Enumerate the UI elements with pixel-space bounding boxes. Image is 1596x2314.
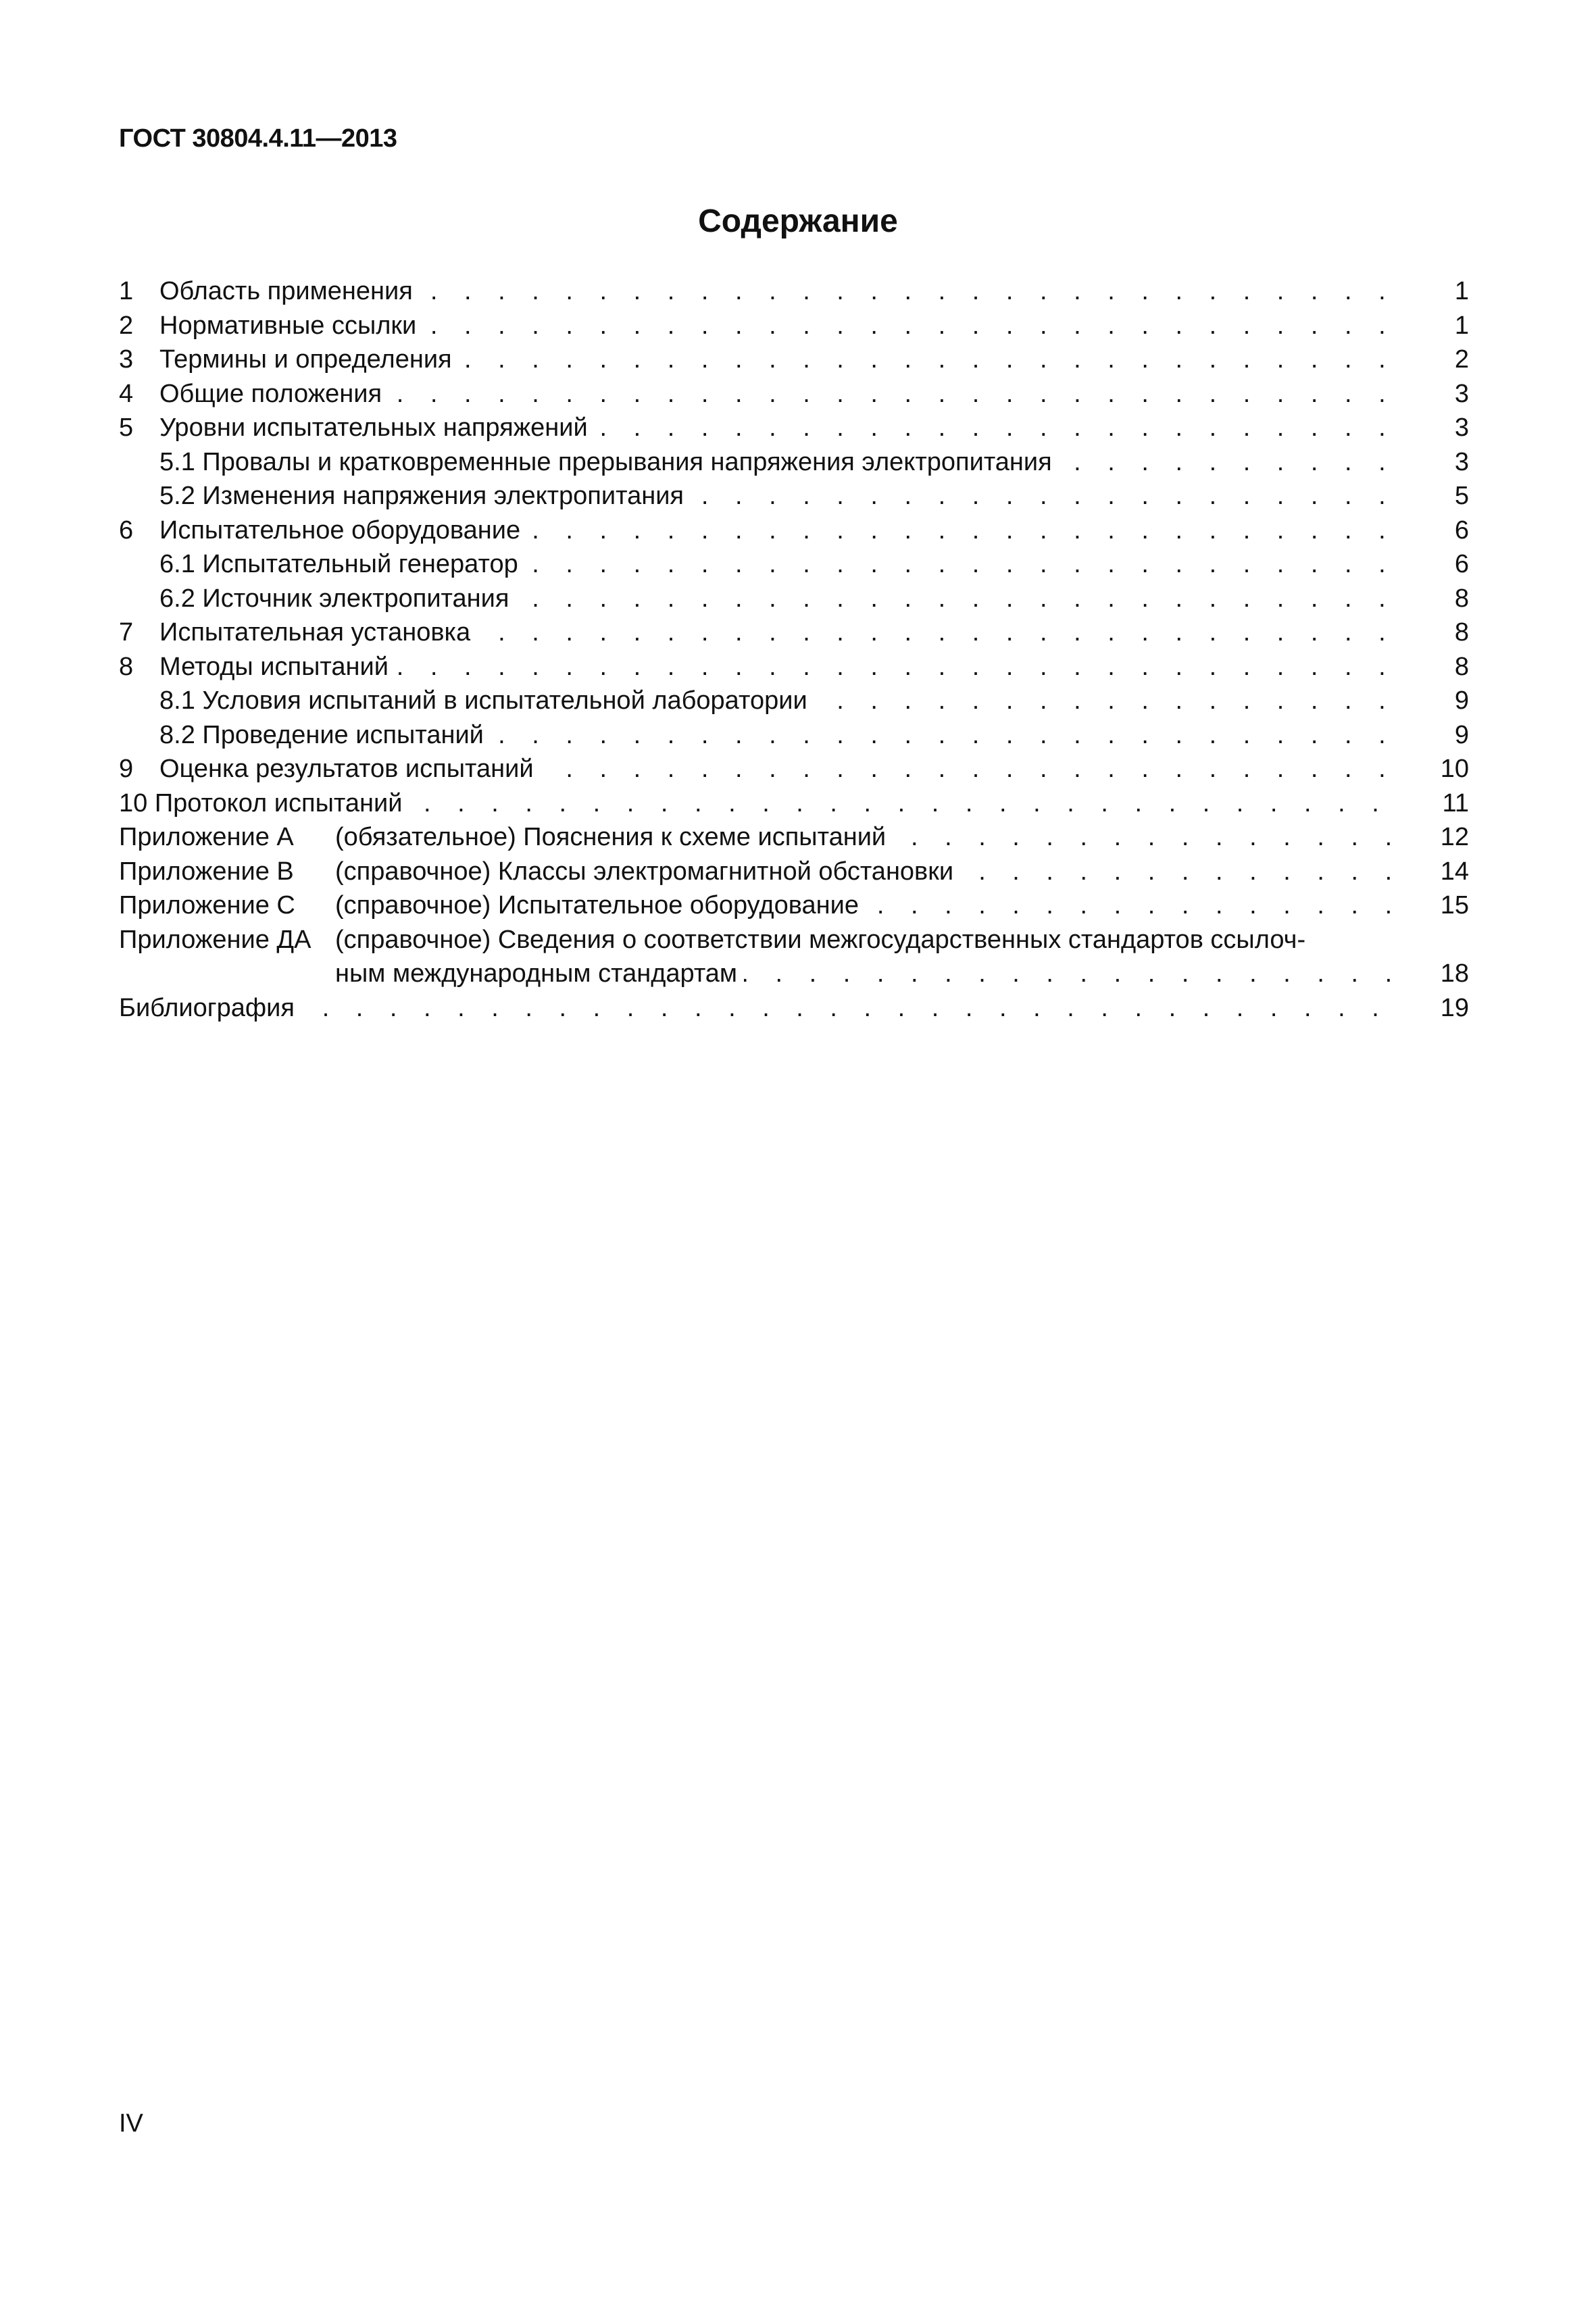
toc-entry-text: Испытательное оборудование [159, 516, 527, 545]
toc-page-number: 2 [1454, 345, 1469, 374]
toc-entry [335, 820, 1397, 855]
toc-page-number: 3 [1454, 447, 1469, 476]
toc-page-number: 14 [1440, 857, 1469, 886]
toc-entry-text: (справочное) Испытательное оборудование [335, 891, 866, 920]
toc-page-number: 19 [1440, 993, 1469, 1022]
toc-page-number: 8 [1454, 584, 1469, 613]
toc-row-section-10[interactable] [119, 786, 1469, 821]
toc-entry [335, 923, 1397, 957]
toc-entry [335, 855, 1397, 889]
toc-page-number: 6 [1454, 515, 1469, 545]
toc-entry [119, 991, 1397, 1026]
toc-entry [159, 718, 1397, 753]
toc-entry-text: (справочное) Классы электромагнитной обстановки [335, 857, 960, 886]
toc-section-number: 7 [119, 618, 134, 647]
toc-row-appendix-c[interactable] [119, 888, 1469, 923]
toc-entry-text: 5.1 Провалы и кратковременные прерывания напряжения электропитания [159, 448, 1059, 476]
toc-row-appendix-b[interactable] [119, 855, 1469, 889]
toc-row-section-8-2[interactable] [119, 718, 1469, 753]
toc-row-section-5-1[interactable] [119, 445, 1469, 480]
toc-entry [159, 615, 1397, 650]
toc-page-number: 6 [1454, 550, 1469, 578]
toc-entry-text: Испытательная установка [159, 618, 477, 647]
toc-row-bibliography[interactable] [119, 991, 1469, 1026]
toc-page-number: 5 [1454, 482, 1469, 510]
toc-entry-text: 6.1 Испытательный генератор [159, 550, 525, 578]
toc-page-number: 15 [1440, 891, 1469, 920]
toc-page-number: 8 [1454, 652, 1469, 681]
toc-entry-text: Библиография [119, 994, 301, 1022]
toc-row-section-7[interactable] [119, 615, 1469, 650]
toc-entry-text: 5.2 Изменения напряжения электропитания [159, 482, 691, 510]
toc-entry-text: Область применения [159, 277, 420, 305]
toc-row-section-6-1[interactable] [119, 547, 1469, 582]
toc-row-section-4[interactable] [119, 377, 1469, 411]
toc-entry-text: 8.2 Проведение испытаний [159, 721, 491, 749]
toc-section-number: 5 [119, 413, 134, 442]
toc-entry [159, 684, 1397, 718]
toc-entry-text: Термины и определения [159, 345, 459, 374]
toc-row-section-8[interactable] [119, 650, 1469, 684]
toc-entry-text: (обязательное) Пояснения к схеме испытаний [335, 823, 893, 851]
toc-section-number: 3 [119, 345, 134, 374]
toc-entry [335, 888, 1397, 923]
toc-row-appendix-a[interactable] [119, 820, 1469, 855]
toc-section-number: 4 [119, 379, 134, 408]
toc-entry-text: ным международным стандартам [335, 959, 744, 988]
toc-page-number: 18 [1440, 959, 1469, 988]
toc-row-section-5-2[interactable] [119, 479, 1469, 513]
toc-section-number: 1 [119, 277, 134, 305]
toc-appendix-label: Приложение ДА [119, 925, 311, 954]
toc-page-number: 9 [1454, 686, 1469, 715]
toc-entry [159, 377, 1397, 411]
toc-section-number: 6 [119, 515, 134, 545]
toc-appendix-label: Приложение В [119, 857, 294, 886]
toc-entry-text: Нормативные ссылки [159, 311, 423, 340]
toc-entry [335, 957, 1397, 991]
toc-entry [119, 786, 1397, 821]
toc-section-number: 9 [119, 755, 134, 783]
toc-row-appendix-da-continued[interactable] [119, 957, 1469, 991]
toc-entry [159, 445, 1397, 480]
toc-row-section-3[interactable] [119, 343, 1469, 377]
toc-entry [159, 309, 1397, 343]
document-code-header: ГОСТ 30804.4.11—2013 [119, 124, 397, 153]
toc-appendix-label: Приложение С [119, 891, 295, 920]
toc-entry [159, 582, 1397, 616]
toc-entry-text: 8.1 Условия испытаний в испытательной лаборатории [159, 686, 814, 715]
toc-entry [159, 411, 1397, 445]
toc-page-number: 9 [1454, 720, 1469, 749]
toc-page-number: 11 [1442, 788, 1469, 818]
toc-entry-text: (справочное) Сведения о соответствии межгосударственных стандартов ссылоч- [335, 926, 1312, 954]
toc-row-section-8-1[interactable] [119, 684, 1469, 718]
toc-entry [159, 752, 1397, 786]
toc-entry-text: Уровни испытательных напряжений [159, 413, 595, 442]
toc-page-number: 3 [1454, 413, 1469, 442]
toc-row-section-2[interactable] [119, 309, 1469, 343]
toc-page-number: 1 [1454, 311, 1469, 340]
toc-entry-text: 6.2 Источник электропитания [159, 584, 516, 613]
toc-entry [159, 343, 1397, 377]
toc-entry [159, 547, 1397, 582]
toc-entry [159, 650, 1397, 684]
toc-entry [159, 479, 1397, 513]
toc-row-section-6[interactable] [119, 513, 1469, 548]
toc-row-appendix-da[interactable] [119, 923, 1469, 957]
table-of-contents [119, 274, 1469, 1025]
toc-entry-text: Методы испытаний [159, 653, 395, 681]
toc-row-section-5[interactable] [119, 411, 1469, 445]
toc-page-number: 10 [1440, 755, 1469, 783]
toc-row-section-9[interactable] [119, 752, 1469, 786]
toc-entry-text: Оценка результатов испытаний [159, 755, 541, 783]
toc-page-number: 3 [1454, 379, 1469, 408]
toc-page-number: 12 [1440, 823, 1469, 851]
toc-entry [159, 274, 1397, 309]
toc-section-number: 2 [119, 311, 134, 340]
toc-page-number: 1 [1454, 277, 1469, 305]
toc-row-section-1[interactable] [119, 274, 1469, 309]
toc-page-number: 8 [1454, 618, 1469, 647]
toc-section-number: 8 [119, 652, 134, 681]
toc-appendix-label: Приложение А [119, 823, 294, 851]
toc-entry [159, 513, 1397, 548]
page-number-footer: IV [119, 2109, 143, 2138]
toc-row-section-6-2[interactable] [119, 582, 1469, 616]
toc-entry-text: 10 Протокол испытаний [119, 789, 409, 818]
page-title: Содержание [698, 203, 898, 239]
toc-entry-text: Общие положения [159, 380, 389, 408]
